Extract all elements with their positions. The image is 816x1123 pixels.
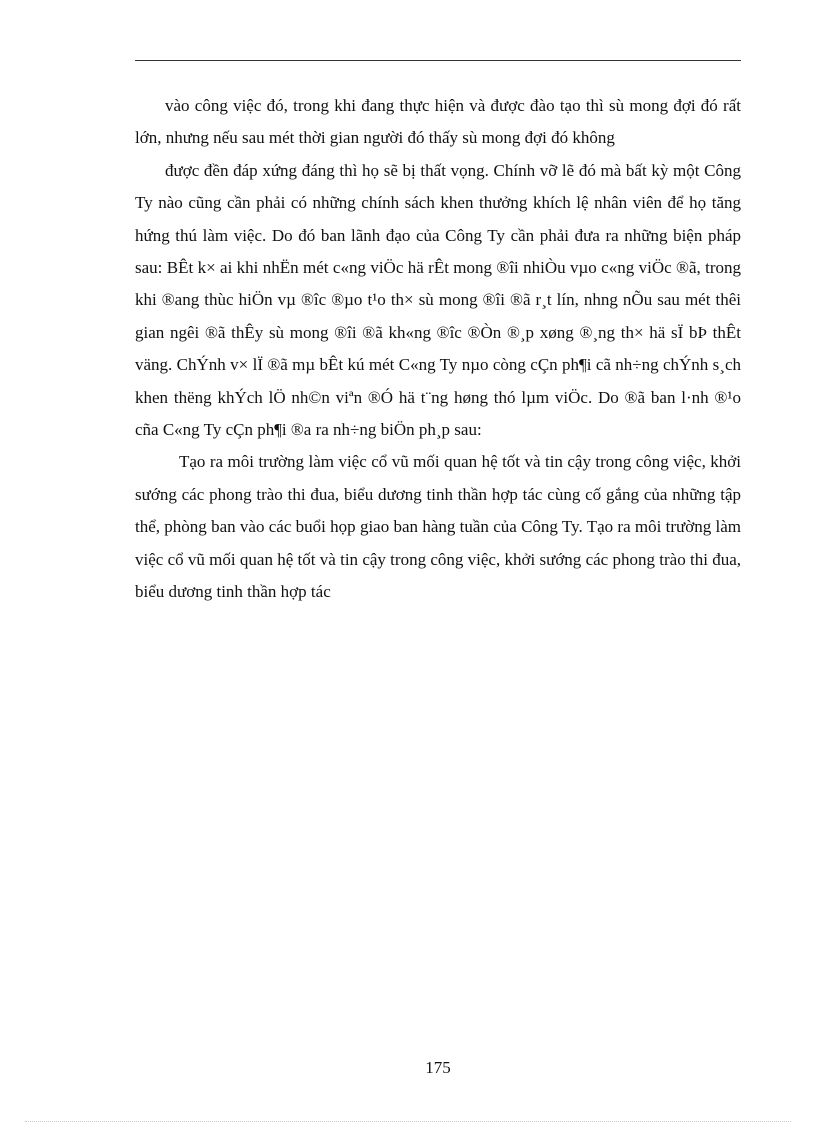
- paragraph: được đền đáp xứng đáng thì họ sẽ bị thất vọng. Chính vỡ lẽ đó mà bất kỳ một Công Ty nào cũng cần phải có những chính sách khen thưởng khích lệ nhân viên để họ tăng hứng thú làm việc. Do đó ban lãnh đạo của Công Ty cần phải đưa ra những biện pháp sau: BÊt k× ai khi nhËn mét c«ng viÖc hä rÊt mong ®îi nhiÒu vµo c«ng viÖc ®ã, trong khi ®ang thùc hiÖn vµ ®îc ®µo t¹o th× sù mong ®îi ®ã r¸t lín, nhng nÕu sau mét thêi gian ngêi ®ã thÊy sù mong ®îi ®ã kh«ng ®îc ®Òn ®¸p xøng ®¸ng th× hä sÏ bÞ thÊt väng. ChÝnh v× lÏ ®ã mµ bÊt kú mét C«ng Ty nµo còng cÇn ph¶i cã nh÷ng chÝnh s¸ch khen thëng khÝch lÖ nh©n viªn ®Ó hä t¨ng høng thó lµm viÖc. Do ®ã ban l·nh ®¹o cña C«ng Ty cÇn ph¶i ®a ra nh÷ng biÖn ph¸p sau:: [135, 160, 741, 440]
- footer-rule: [25, 1121, 791, 1122]
- body-text: [135, 90, 741, 609]
- page-number: 175: [425, 1058, 451, 1077]
- paragraph: Tạo ra môi trường làm việc cổ vũ mối quan hệ tốt và tin cậy trong công việc, khởi sướng các phong trào thi đua, biểu dương tinh thần hợp tác cùng cố gắng của những tập thể, phòng ban vào các buổi họp giao ban hàng tuần của Công Ty. Tạo ra môi trường làm việc cổ vũ mối quan hệ tốt và tin cậy trong công việc, khởi sướng các phong trào thi đua, biểu dương tinh thần hợp tác: [135, 452, 741, 602]
- paragraph: vào công việc đó, trong khi đang thực hiện và được đào tạo thì sù mong đợi đó rất lớn, nhưng nếu sau mét thời gian người đó thấy sù mong đợi đó không: [135, 96, 741, 148]
- header-rule: [135, 60, 741, 61]
